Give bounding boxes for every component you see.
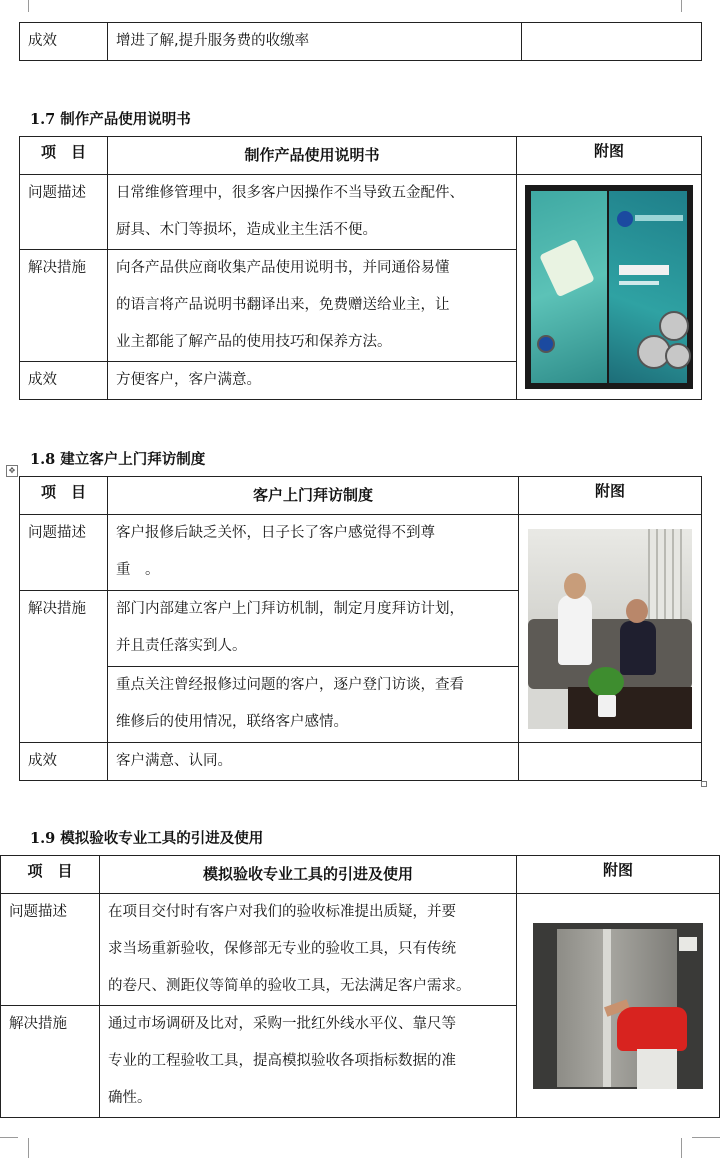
page-corner-mark: [0, 1137, 18, 1138]
text-line: 确性。: [108, 1090, 152, 1106]
text-line: 并且责任落实到人。: [116, 638, 247, 654]
text-line: 在项目交付时有客户对我们的验收标准提出质疑，并要: [108, 904, 456, 920]
section-heading: 1.9 模拟验收专业工具的引进及使用: [30, 830, 264, 847]
row-label: 问题描述: [20, 175, 108, 250]
page-corner-mark: [692, 1137, 720, 1138]
section-19-table: [0, 855, 720, 1118]
page-corner-mark: [681, 1138, 692, 1158]
product-manual-booklet-photo: [525, 185, 693, 389]
row-text: [108, 667, 519, 743]
row-text: 增进了解,提升服务费的收缴率: [108, 23, 522, 61]
row-text: [100, 894, 517, 1006]
text-line: 厨具、木门等损坏，造成业主生活不便。: [116, 222, 377, 238]
text-line: 业主都能了解产品的使用技巧和保养方法。: [116, 334, 392, 350]
page-corner-mark: [681, 0, 692, 12]
table-resize-handle-icon[interactable]: [701, 781, 707, 787]
customer-visit-photo: [528, 529, 692, 729]
figure-cell: [519, 515, 702, 743]
text-line: 求当场重新验收，保修部无专业的验收工具，只有传统: [108, 941, 456, 957]
row-label: 问题描述: [1, 894, 100, 1006]
col-fig-header: 附图: [519, 477, 702, 515]
row-label: 成效: [20, 743, 108, 781]
text-line: 客户满意、认同。: [116, 753, 232, 769]
row-text: [100, 1006, 517, 1118]
text-line: 向各产品供应商收集产品使用说明书，并同通俗易懂: [116, 260, 450, 276]
row-label: 成效: [20, 362, 108, 400]
empty-cell: [519, 743, 702, 781]
row-label: 解决措施: [20, 250, 108, 362]
figure-cell: [517, 175, 702, 400]
table-move-handle-icon[interactable]: ✥: [6, 465, 18, 477]
row-text: [108, 250, 517, 362]
row-label: 解决措施: [1, 1006, 100, 1118]
text-line: 日常维修管理中，很多客户因操作不当导致五金配件、: [116, 185, 464, 201]
top-table: [19, 22, 702, 61]
text-line: 专业的工程验收工具，提高模拟验收各项指标数据的准: [108, 1053, 456, 1069]
row-text: [108, 362, 517, 400]
text-line: 的卷尺、测距仪等简单的验收工具，无法满足客户需求。: [108, 978, 471, 994]
section-heading: 1.7 制作产品使用说明书: [30, 111, 191, 128]
section-17-table: [19, 136, 702, 400]
text-line: 部门内部建立客户上门拜访机制，制定月度拜访计划，: [116, 601, 464, 617]
col-title-header: 客户上门拜访制度: [108, 477, 519, 515]
inspection-tool-photo: [533, 923, 703, 1089]
row-text: [108, 175, 517, 250]
page-corner-mark: [18, 0, 29, 12]
section-18-table: [19, 476, 702, 781]
col-item-header: 项 目: [1, 856, 100, 894]
page-corner-mark: [18, 1138, 29, 1158]
col-item-header: 项 目: [20, 137, 108, 175]
section-heading: 1.8 建立客户上门拜访制度: [30, 451, 206, 468]
figure-cell: [517, 894, 720, 1118]
text-line: 客户报修后缺乏关怀，日子长了客户感觉得不到尊: [116, 525, 435, 541]
text-line: 重点关注曾经报修过问题的客户，逐户登门访谈，查看: [116, 677, 464, 693]
col-fig-header: 附图: [517, 856, 720, 894]
col-fig-header: 附图: [517, 137, 702, 175]
row-text: [108, 743, 519, 781]
row-text: [108, 591, 519, 667]
row-text: [108, 515, 519, 591]
row-label: 成效: [20, 23, 108, 61]
col-title-header: 模拟验收专业工具的引进及使用: [100, 856, 517, 894]
text-line: 的语言将产品说明书翻译出来，免费赠送给业主，让: [116, 297, 450, 313]
col-title-header: 制作产品使用说明书: [108, 137, 517, 175]
text-line: 重 。: [116, 562, 160, 578]
col-item-header: 项 目: [20, 477, 108, 515]
text-line: 方便客户，客户满意。: [116, 372, 261, 388]
empty-cell: [522, 23, 702, 61]
text-line: 维修后的使用情况，联络客户感情。: [116, 714, 348, 730]
row-label: 问题描述: [20, 515, 108, 591]
row-label: 解决措施: [20, 591, 108, 743]
text-line: 通过市场调研及比对，采购一批红外线水平仪、靠尺等: [108, 1016, 456, 1032]
